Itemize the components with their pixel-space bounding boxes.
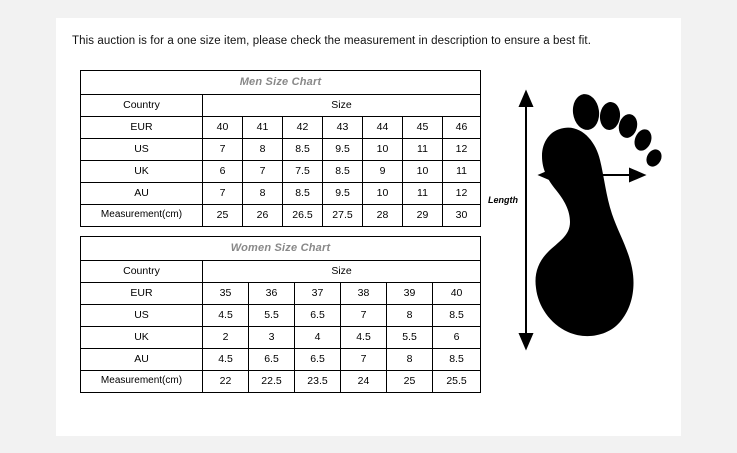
women-measurement-2: 23.5 [295, 371, 341, 393]
women-eur-2: 37 [295, 283, 341, 305]
women-us-5: 8.5 [433, 305, 481, 327]
women-measurement-0: 22 [203, 371, 249, 393]
women-eur-3: 38 [341, 283, 387, 305]
men-uk-4: 9 [363, 161, 403, 183]
women-measurement-4: 25 [387, 371, 433, 393]
men-measurement-0: 25 [203, 205, 243, 227]
foot-measurement-diagram [486, 80, 676, 380]
footprint-icon [536, 92, 665, 336]
women-uk-1: 3 [249, 327, 295, 349]
men-measurement-1: 26 [243, 205, 283, 227]
table-row [81, 71, 481, 95]
men-uk-1: 7 [243, 161, 283, 183]
table-row [81, 305, 481, 327]
men-au-4: 10 [363, 183, 403, 205]
women-au-0: 4.5 [203, 349, 249, 371]
men-us-1: 8 [243, 139, 283, 161]
table-row [81, 95, 481, 117]
table-row [81, 327, 481, 349]
women-au-1: 6.5 [249, 349, 295, 371]
women-uk-0: 2 [203, 327, 249, 349]
men-uk-5: 10 [403, 161, 443, 183]
men-header-country: Country [81, 95, 203, 117]
men-row-label-eur: EUR [81, 117, 203, 139]
women-row-label-eur: EUR [81, 283, 203, 305]
men-size-chart-table [80, 70, 481, 227]
auction-notice: This auction is for a one size item, please check the measurement in description to ensure a best fit. [72, 35, 592, 47]
men-eur-4: 44 [363, 117, 403, 139]
women-measurement-5: 25.5 [433, 371, 481, 393]
men-row-label-us: US [81, 139, 203, 161]
men-row-label-measurement: Measurement(cm) [81, 205, 203, 227]
women-row-label-measurement: Measurement(cm) [81, 371, 203, 393]
men-row-label-uk: UK [81, 161, 203, 183]
women-au-3: 7 [341, 349, 387, 371]
men-eur-5: 45 [403, 117, 443, 139]
women-eur-4: 39 [387, 283, 433, 305]
women-chart-title: Women Size Chart [81, 237, 481, 261]
women-eur-0: 35 [203, 283, 249, 305]
men-us-5: 11 [403, 139, 443, 161]
men-us-3: 9.5 [323, 139, 363, 161]
men-row-label-au: AU [81, 183, 203, 205]
women-au-5: 8.5 [433, 349, 481, 371]
men-eur-2: 42 [283, 117, 323, 139]
men-chart-title: Men Size Chart [81, 71, 481, 95]
table-row [81, 237, 481, 261]
table-row [81, 349, 481, 371]
men-measurement-3: 27.5 [323, 205, 363, 227]
width-label: Width [572, 153, 597, 163]
table-row [81, 283, 481, 305]
men-au-2: 8.5 [283, 183, 323, 205]
women-row-label-us: US [81, 305, 203, 327]
women-us-1: 5.5 [249, 305, 295, 327]
table-row [81, 139, 481, 161]
women-uk-3: 4.5 [341, 327, 387, 349]
women-header-country: Country [81, 261, 203, 283]
men-measurement-2: 26.5 [283, 205, 323, 227]
women-us-4: 8 [387, 305, 433, 327]
women-size-chart-table [80, 236, 481, 393]
women-us-0: 4.5 [203, 305, 249, 327]
men-au-6: 12 [443, 183, 481, 205]
women-measurement-3: 24 [341, 371, 387, 393]
women-header-size: Size [203, 261, 481, 283]
table-row [81, 261, 481, 283]
women-au-2: 6.5 [295, 349, 341, 371]
women-uk-4: 5.5 [387, 327, 433, 349]
men-measurement-6: 30 [443, 205, 481, 227]
men-eur-3: 43 [323, 117, 363, 139]
men-us-2: 8.5 [283, 139, 323, 161]
table-row [81, 161, 481, 183]
men-us-6: 12 [443, 139, 481, 161]
women-eur-1: 36 [249, 283, 295, 305]
size-chart-sheet [56, 18, 681, 436]
women-row-label-au: AU [81, 349, 203, 371]
men-uk-2: 7.5 [283, 161, 323, 183]
men-us-0: 7 [203, 139, 243, 161]
length-arrow-icon [520, 92, 532, 348]
women-au-4: 8 [387, 349, 433, 371]
women-uk-2: 4 [295, 327, 341, 349]
women-eur-5: 40 [433, 283, 481, 305]
men-eur-0: 40 [203, 117, 243, 139]
men-eur-1: 41 [243, 117, 283, 139]
men-measurement-5: 29 [403, 205, 443, 227]
table-row [81, 117, 481, 139]
women-measurement-1: 22.5 [249, 371, 295, 393]
women-us-2: 6.5 [295, 305, 341, 327]
men-au-3: 9.5 [323, 183, 363, 205]
table-row [81, 371, 481, 393]
men-us-4: 10 [363, 139, 403, 161]
men-au-5: 11 [403, 183, 443, 205]
women-row-label-uk: UK [81, 327, 203, 349]
men-au-0: 7 [203, 183, 243, 205]
men-header-size: Size [203, 95, 481, 117]
women-uk-5: 6 [433, 327, 481, 349]
men-eur-6: 46 [443, 117, 481, 139]
length-label: Length [488, 195, 518, 205]
men-uk-0: 6 [203, 161, 243, 183]
foot-diagram-svg [486, 80, 676, 380]
table-row [81, 183, 481, 205]
men-uk-3: 8.5 [323, 161, 363, 183]
women-us-3: 7 [341, 305, 387, 327]
men-measurement-4: 28 [363, 205, 403, 227]
men-au-1: 8 [243, 183, 283, 205]
table-row [81, 205, 481, 227]
men-uk-6: 11 [443, 161, 481, 183]
